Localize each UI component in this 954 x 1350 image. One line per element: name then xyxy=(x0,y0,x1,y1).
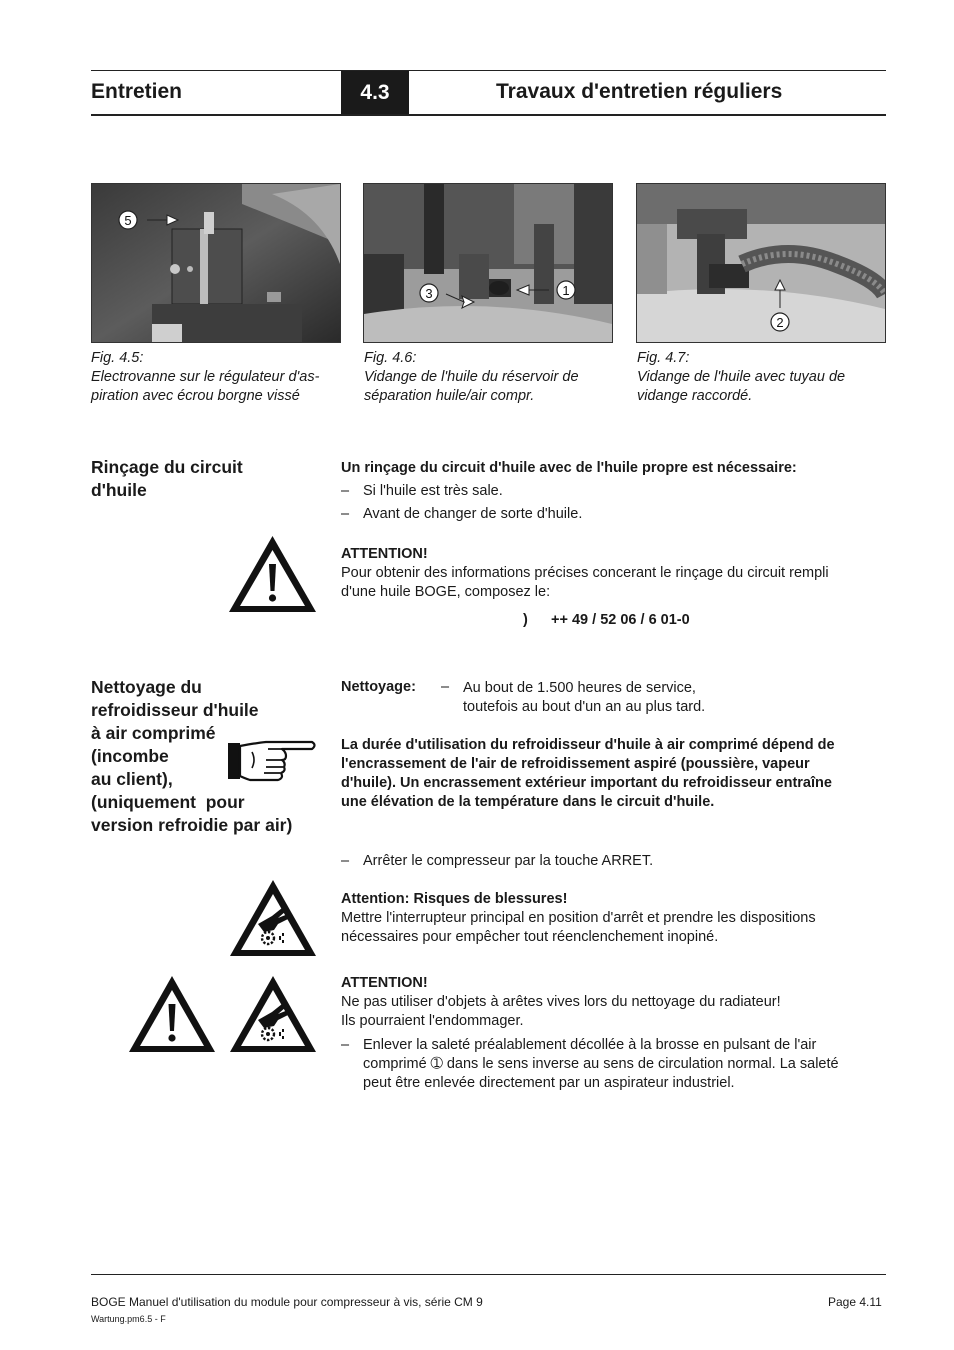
figure-caption-4-5 xyxy=(91,349,341,406)
callout-3 xyxy=(420,284,438,302)
list-item: – Avant de changer de sorte d'huile. xyxy=(341,505,889,524)
svg-text:5: 5 xyxy=(124,213,132,228)
clean-line: peut être enlevée directement par un aspirateur industriel. xyxy=(363,1075,735,1091)
caption-line: Electrovanne sur le régulateur d'as- xyxy=(91,369,320,385)
note-line: l'encrassement de l'air de refroidissement aspiré (poussière, vapeur xyxy=(341,756,810,772)
caption-line: piration avec écrou borgne vissé xyxy=(91,388,300,404)
title-line: au client), xyxy=(91,769,173,789)
header-top-rule xyxy=(91,70,886,71)
attention-line: d'une huile BOGE, composez le: xyxy=(341,584,551,600)
list-item: – Si l'huile est très sale. xyxy=(341,482,889,501)
interval-line: toutefois au bout d'un an au plus tard. xyxy=(463,699,706,715)
header-bottom-rule xyxy=(91,114,886,116)
caption-line: vidange raccordé. xyxy=(637,388,753,404)
caption-line: séparation huile/air compr. xyxy=(364,388,535,404)
warning-label: Attention: Risques de blessures! xyxy=(341,891,568,907)
figure-photo-4-7 xyxy=(636,183,886,343)
title-line: version refroidie par air) xyxy=(91,815,293,835)
clean-line: comprimé ➀ dans le sens inverse au sens de circulation normal. La saleté xyxy=(363,1056,839,1072)
interval-text xyxy=(463,679,705,717)
title-line: refroidisseur d'huile xyxy=(91,700,259,720)
clean-line: – Enlever la saleté préalablement décollée à la brosse en pulsant de l'air xyxy=(363,1037,817,1053)
phone-line xyxy=(523,612,690,628)
rincage-body xyxy=(341,459,889,524)
figure-photo-4-6 xyxy=(363,183,613,343)
warning-line: Ne pas utiliser d'objets à arêtes vives lors du nettoyage du radiateur! xyxy=(341,994,781,1010)
note-line: une élévation de la température dans le circuit d'huile. xyxy=(341,794,715,810)
callout-5 xyxy=(119,211,137,229)
figure-photo-4-5 xyxy=(91,183,341,343)
svg-text:3: 3 xyxy=(425,286,433,301)
phone-icon: ) xyxy=(523,612,528,628)
rincage-title xyxy=(91,456,243,502)
note-line: d'huile). Un encrassement extérieur important du refroidisseur entraîne xyxy=(341,775,832,791)
warning-line: Ils pourraient l'endommager. xyxy=(341,1013,524,1029)
caption-label: Fig. 4.6: xyxy=(364,350,417,366)
title-line: (incombe xyxy=(91,746,169,766)
hand-injury-warning-icon xyxy=(228,878,318,958)
section-number: 4.3 xyxy=(341,71,409,115)
warning-line: Mettre l'interrupteur principal en position d'arrêt et prendre les dispositions xyxy=(341,910,816,926)
phone-number: ++ 49 / 52 06 / 6 01-0 xyxy=(551,612,690,628)
interval-dash: – xyxy=(441,679,450,695)
warning-triangle-icon xyxy=(227,534,318,614)
title-line: à air comprimé xyxy=(91,723,216,743)
nettoyage-note xyxy=(341,736,889,812)
svg-text:2: 2 xyxy=(776,315,784,330)
title-line: d'huile xyxy=(91,480,147,500)
injury-warning xyxy=(341,890,889,947)
section-title: Entretien xyxy=(91,80,183,103)
rincage-attention xyxy=(341,545,889,602)
warning-line: nécessaires pour empêcher tout réenclenchement inopiné. xyxy=(341,929,719,945)
note-line: La durée d'utilisation du refroidisseur d'huile à air comprimé dépend de xyxy=(341,737,835,753)
footer-rule xyxy=(91,1274,886,1275)
caption-label: Fig. 4.5: xyxy=(91,350,144,366)
caption-line: Vidange de l'huile du réservoir de xyxy=(364,369,579,385)
title-line: Rinçage du circuit xyxy=(91,457,243,477)
hand-injury-warning-icon xyxy=(228,974,318,1054)
stop-step xyxy=(341,852,889,871)
svg-text:1: 1 xyxy=(562,283,570,298)
pointing-hand-icon xyxy=(226,738,318,784)
caption-label: Fig. 4.7: xyxy=(637,350,690,366)
page-number: Page 4.11 xyxy=(828,1295,882,1309)
footer-file: Wartung.pm6.5 - F xyxy=(91,1314,166,1324)
attention-line: Pour obtenir des informations précises concerant le rinçage du circuit rempli xyxy=(341,565,829,581)
damage-warning xyxy=(341,974,889,1093)
list-item xyxy=(341,1036,889,1093)
warning-label: ATTENTION! xyxy=(341,975,428,991)
interval-line: Au bout de 1.500 heures de service, xyxy=(463,680,696,696)
figure-caption-4-6 xyxy=(364,349,614,406)
title-line: (uniquement pour xyxy=(91,792,245,812)
title-line: Nettoyage du xyxy=(91,677,202,697)
figure-caption-4-7 xyxy=(637,349,887,406)
rincage-intro: Un rinçage du circuit d'huile avec de l'huile propre est nécessaire: xyxy=(341,460,797,476)
page-title: Travaux d'entretien réguliers xyxy=(496,80,783,103)
callout-2 xyxy=(771,313,789,331)
list-item: – Arrêter le compresseur par la touche ARRET. xyxy=(341,852,889,871)
footer-manual: BOGE Manuel d'utilisation du module pour compresseur à vis, série CM 9 xyxy=(91,1295,483,1309)
caption-line: Vidange de l'huile avec tuyau de xyxy=(637,369,846,385)
attention-label: ATTENTION! xyxy=(341,546,428,562)
warning-triangle-icon xyxy=(127,974,217,1054)
interval-label: Nettoyage: xyxy=(341,679,416,695)
callout-1 xyxy=(557,281,575,299)
